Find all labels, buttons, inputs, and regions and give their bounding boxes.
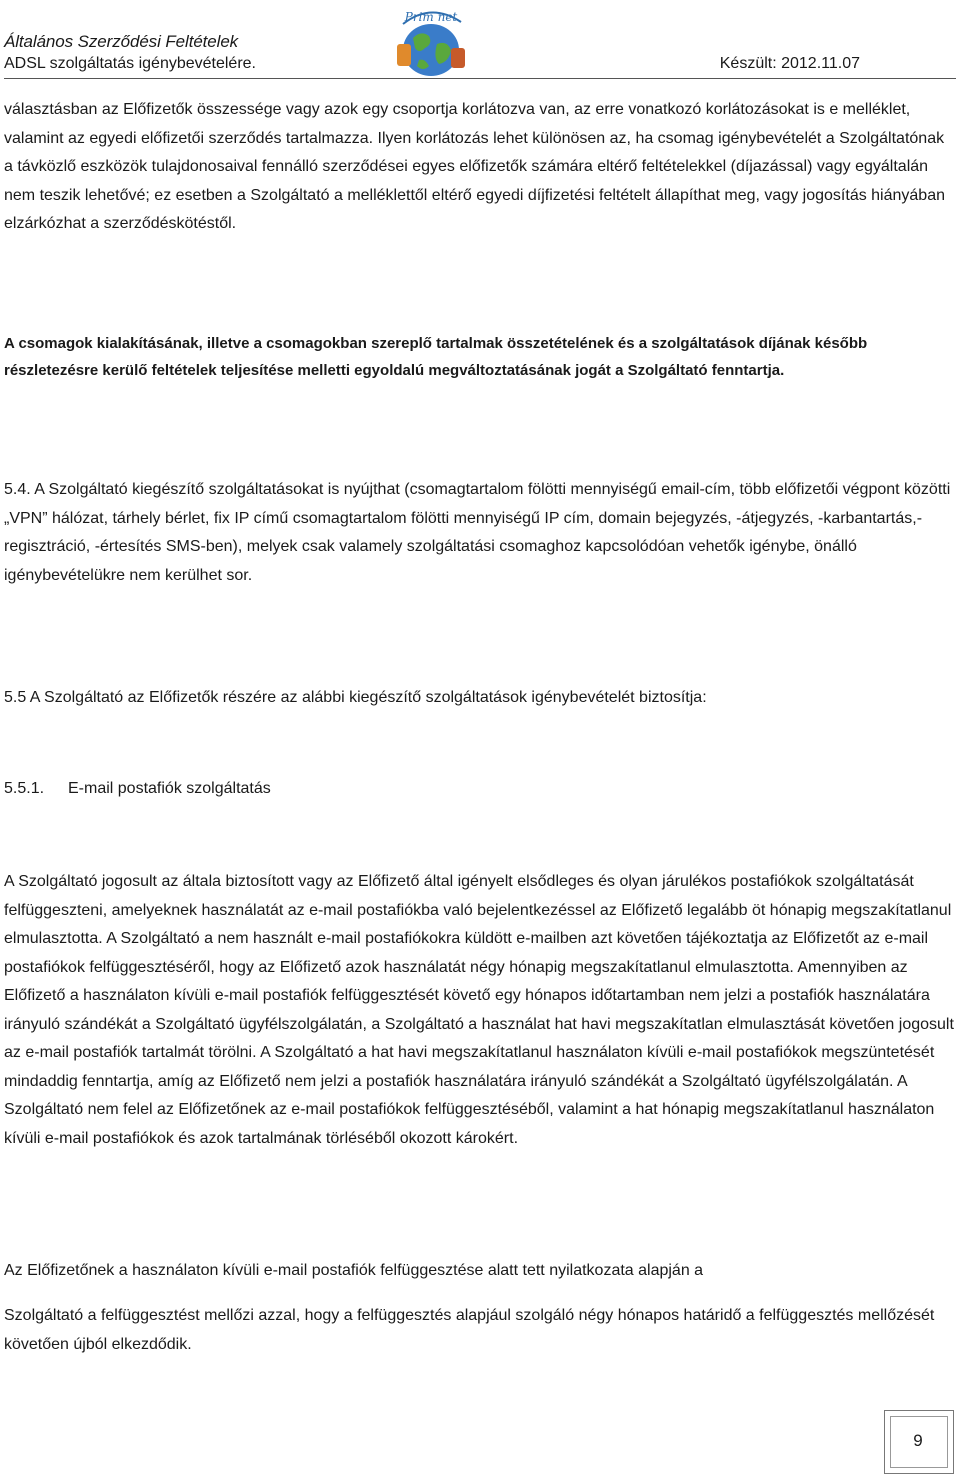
- section-5-5-paragraph: 5.5 A Szolgáltató az Előfizetők részére az alábbi kiegészítő szolgáltatások igénybevételét biztosítja:: [4, 689, 707, 706]
- primnet-logo: [389, 4, 473, 82]
- paragraph-suspension-waiver: Szolgáltató a felfüggesztést mellőzi azzal, hogy a felfüggesztés alapjául szolgáló négy hónapos határidő a felfüggesztés mellőzését követően újból elkezdődik.: [4, 1307, 935, 1353]
- paragraph-mailbox-suspension: A Szolgáltató jogosult az általa biztosított vagy az Előfizető által igényelt elsődleges és olyan járulékos postafiókok szolgáltatását felfüggeszteni, amelyeknek használatát az e-mail postafiókba való bejelentkezéssel az Előfizető legalább öt hónapig megszakítatlanul elmulasztotta. A Szolgáltató a nem használt e-mail postafiókokra küldött e-mailben azt követően tájékoztatja az Előfizetőt az e-mail postafiókok felfüggesztéséről, hogy az Előfizető azok használatát négy hónapig megszakítatlanul elmulasztotta. Amennyiben az Előfizető a használaton kívüli e-mail postafiók felfüggesztését követő egy hónapos időtartamban nem jelzi a postafiók használatára irányuló szándékát a Szolgáltató ügyfélszolgálatán, a Szolgáltató a használat hat havi megszakítatlan elmulasztását követően jogosult az e-mail postafiók tartalmát törölni. A Szolgáltató a hat havi megszakítatlanul használaton kívüli e-mail postafiókok megszüntetését mindaddig fenntartja, amíg az Előfizető nem jelzi a postafiók használatára irányuló szándékát a Szolgáltató ügyfélszolgálatán. A Szolgáltató nem felel az Előfizetőnek az e-mail postafiókok felfüggesztéséből, valamint a hat hónapig megszakítatlanul használaton kívüli e-mail postafiókok és azok tartalmának törléséből okozott károkért.: [4, 873, 954, 1147]
- paragraph-restrictions: választásban az Előfizetők összessége vagy azok egy csoportja korlátozva van, az erre vonatkozó korlátozásokat is e melléklet, valamint az egyedi előfizetői szerződés tartalmazza. Ilyen korlátozás lehet különösen az, ha csomag igénybevételét a Szolgáltatónak a távközlő eszközök tulajdonosaival fennálló szerződései egyes előfizetők számára eltérő feltételekkel (díjazással) vagy egyáltalán nem teszik lehetővé; ez esetben a Szolgáltató a melléklettől eltérő egyedi díjfizetési feltételt állapíthat meg, vagy jogosítás hiányában elzárkózhat a szerződéskötéstől.: [4, 101, 945, 232]
- logo-text: Prim net: [404, 10, 458, 24]
- header-subtitle: ADSL szolgáltatás igénybevételére.: [4, 55, 256, 72]
- section-title: E-mail postafiók szolgáltatás: [68, 780, 271, 797]
- header-date: Készült: 2012.11.07: [719, 55, 860, 72]
- section-5-4-paragraph: 5.4. A Szolgáltató kiegészítő szolgáltatásokat is nyújthat (csomagtartalom fölötti mennyiségű email-cím, több előfizetői végpont közötti „VPN” hálózat, tárhely bérlet, fix IP című csomagtartalom fölötti mennyiségű IP cím, domain bejegyzés, -átjegyzés, -karbantartás,-regisztráció, -értesítés SMS-ben), melyek csak valamely szolgáltatási csomaghoz kapcsolódóan vehetők igénybe, önálló igénybevételükre nem kerülhet sor.: [4, 481, 951, 584]
- page-header: [4, 10, 956, 78]
- page-number: 9: [913, 1431, 923, 1450]
- paragraph-package-changes: A csomagok kialakításának, illetve a csomagokban szereplő tartalmak összetételének és a szolgáltatások díjának később részletezésre kerülő feltételek teljesítése melletti egyoldalú megváltoztatásának jogát a Szolgáltató fenntartja.: [4, 335, 868, 379]
- section-number: 5.5.1.: [4, 780, 45, 797]
- header-title: Általános Szerződési Feltételek: [4, 32, 239, 51]
- header-divider: [4, 78, 956, 79]
- page-number-box: [884, 1410, 954, 1474]
- section-5-5-1-heading: [4, 775, 954, 804]
- paragraph-declaration: Az Előfizetőnek a használaton kívüli e-mail postafiók felfüggesztése alatt tett nyilatkozata alapján a: [4, 1262, 704, 1279]
